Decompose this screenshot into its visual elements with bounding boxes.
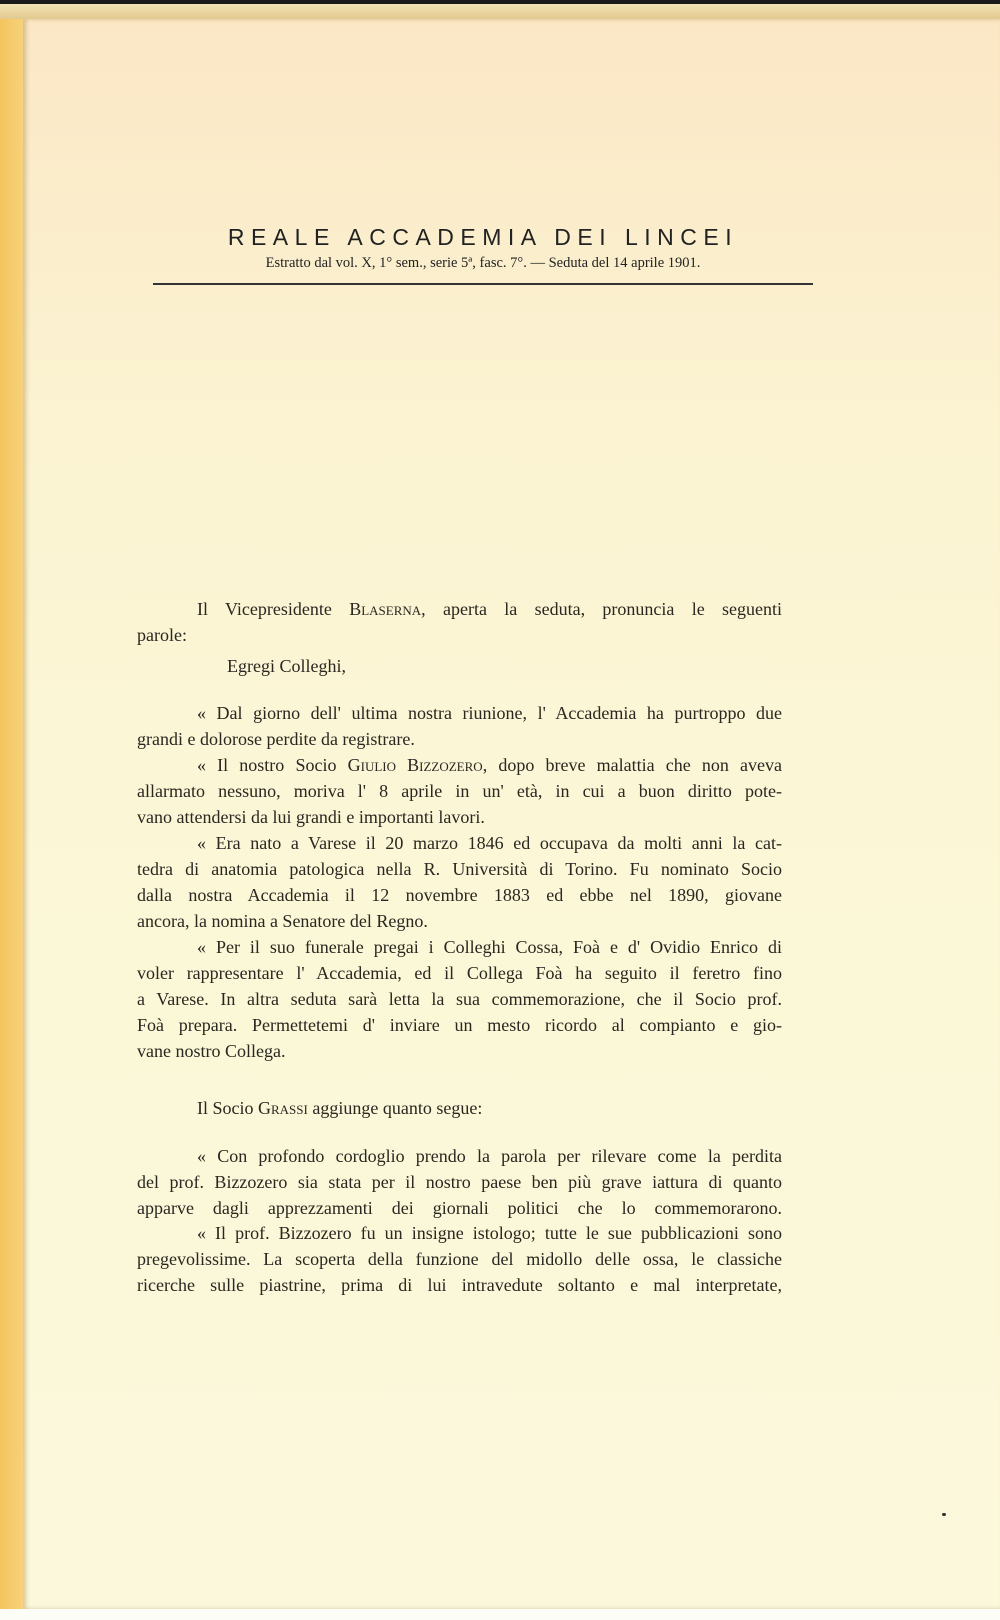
text-segment: « Dal giorno dell' ultima nostra riunione, l' Accademia ha purtroppo due: [197, 703, 782, 723]
text-segment: dalla nostra Accademia il 12 novembre 1883 ed ebbe nel 1890, giovane: [137, 885, 782, 905]
text-segment: , aperta la seduta, pronuncia le seguenti: [421, 599, 782, 619]
text-segment: ricerche sulle piastrine, prima di lui intravedute soltanto e mal interpretate,: [137, 1275, 782, 1295]
journal-subtitle: Estratto dal vol. X, 1° sem., serie 5ª, fasc. 7°. — Seduta del 14 aprile 1901.: [265, 255, 701, 271]
text-segment: Il Vicepresidente: [197, 599, 350, 619]
text-line: [137, 1095, 782, 1121]
header-rule: [153, 283, 813, 285]
text-line: [137, 653, 782, 679]
text-segment: a Varese. In altra seduta sarà letta la sua commemorazione, che il Socio prof.: [137, 989, 782, 1009]
text-line: [137, 882, 782, 908]
text-line: [137, 986, 782, 1012]
paragraph: [137, 596, 782, 648]
text-segment: Egregi Colleghi,: [227, 656, 346, 676]
person-name: Grassi: [258, 1098, 308, 1118]
text-segment: voler rappresentare l' Accademia, ed il Collega Foà ha seguito il feretro fino: [137, 963, 782, 983]
text-segment: parole:: [137, 625, 187, 645]
text-line: [137, 830, 782, 856]
text-line: [137, 726, 782, 752]
text-line: [137, 856, 782, 882]
text-line: [137, 700, 782, 726]
text-line: [137, 960, 782, 986]
text-segment: « Per il suo funerale pregai i Colleghi Cossa, Foà e d' Ovidio Enrico di: [197, 937, 782, 957]
text-line: [137, 1272, 782, 1298]
text-line: [137, 804, 782, 830]
person-name: Blaserna: [349, 599, 422, 619]
page-left-edge: [0, 19, 23, 1609]
text-line: [137, 1012, 782, 1038]
paragraph: [137, 934, 782, 1064]
text-line: [137, 1195, 782, 1221]
text-segment: « Il nostro Socio: [197, 755, 348, 775]
ink-speck: [942, 1513, 946, 1516]
paragraph: [137, 1143, 782, 1221]
text-line: [137, 1220, 782, 1246]
text-segment: tedra di anatomia patologica nella R. Università di Torino. Fu nominato Socio: [137, 859, 782, 879]
text-segment: Foà prepara. Permettetemi d' inviare un mesto ricordo al compianto e gio-: [137, 1015, 782, 1035]
paragraph: [137, 653, 782, 679]
text-line: [137, 1038, 782, 1064]
journal-title: REALE ACCADEMIA DEI LINCEI: [227, 224, 739, 250]
text-segment: pregevolissime. La scoperta della funzione del midollo delle ossa, le classiche: [137, 1249, 782, 1269]
text-line: [137, 752, 782, 778]
text-segment: del prof. Bizzozero sia stata per il nostro paese ben più grave iattura di quanto: [137, 1172, 782, 1192]
text-segment: ancora, la nomina a Senatore del Regno.: [137, 911, 428, 931]
text-line: [137, 622, 782, 648]
text-segment: aggiunge quanto segue:: [307, 1098, 483, 1118]
text-segment: « Il prof. Bizzozero fu un insigne istologo; tutte le sue pubblicazioni sono: [197, 1223, 782, 1243]
text-segment: vane nostro Collega.: [137, 1041, 286, 1061]
text-line: [137, 596, 782, 622]
text-line: [137, 778, 782, 804]
text-line: [137, 1246, 782, 1272]
text-line: [137, 908, 782, 934]
text-line: [137, 1143, 782, 1169]
paragraph: [137, 1220, 782, 1298]
text-segment: grandi e dolorose perdite da registrare.: [137, 729, 415, 749]
text-segment: « Con profondo cordoglio prendo la parola per rilevare come la perdita: [197, 1146, 782, 1166]
paragraph: [137, 752, 782, 830]
paragraph: [137, 830, 782, 934]
paragraph: [137, 1095, 782, 1121]
text-segment: « Era nato a Varese il 20 marzo 1846 ed occupava da molti anni la cat-: [197, 833, 782, 853]
text-line: [137, 934, 782, 960]
paragraph: [137, 700, 782, 752]
text-segment: allarmato nessuno, moriva l' 8 aprile in un' età, in cui a buon diritto pote-: [137, 781, 782, 801]
text-segment: , dopo breve malattia che non aveva: [482, 755, 782, 775]
page-top-edge: [0, 4, 1000, 19]
text-segment: vano attendersi da lui grandi e importanti lavori.: [137, 807, 485, 827]
text-segment: apparve dagli apprezzamenti dei giornali politici che lo commemorarono.: [137, 1198, 782, 1218]
text-segment: Il Socio: [197, 1098, 258, 1118]
person-name: Giulio Bizzozero: [347, 755, 483, 775]
text-line: [137, 1169, 782, 1195]
